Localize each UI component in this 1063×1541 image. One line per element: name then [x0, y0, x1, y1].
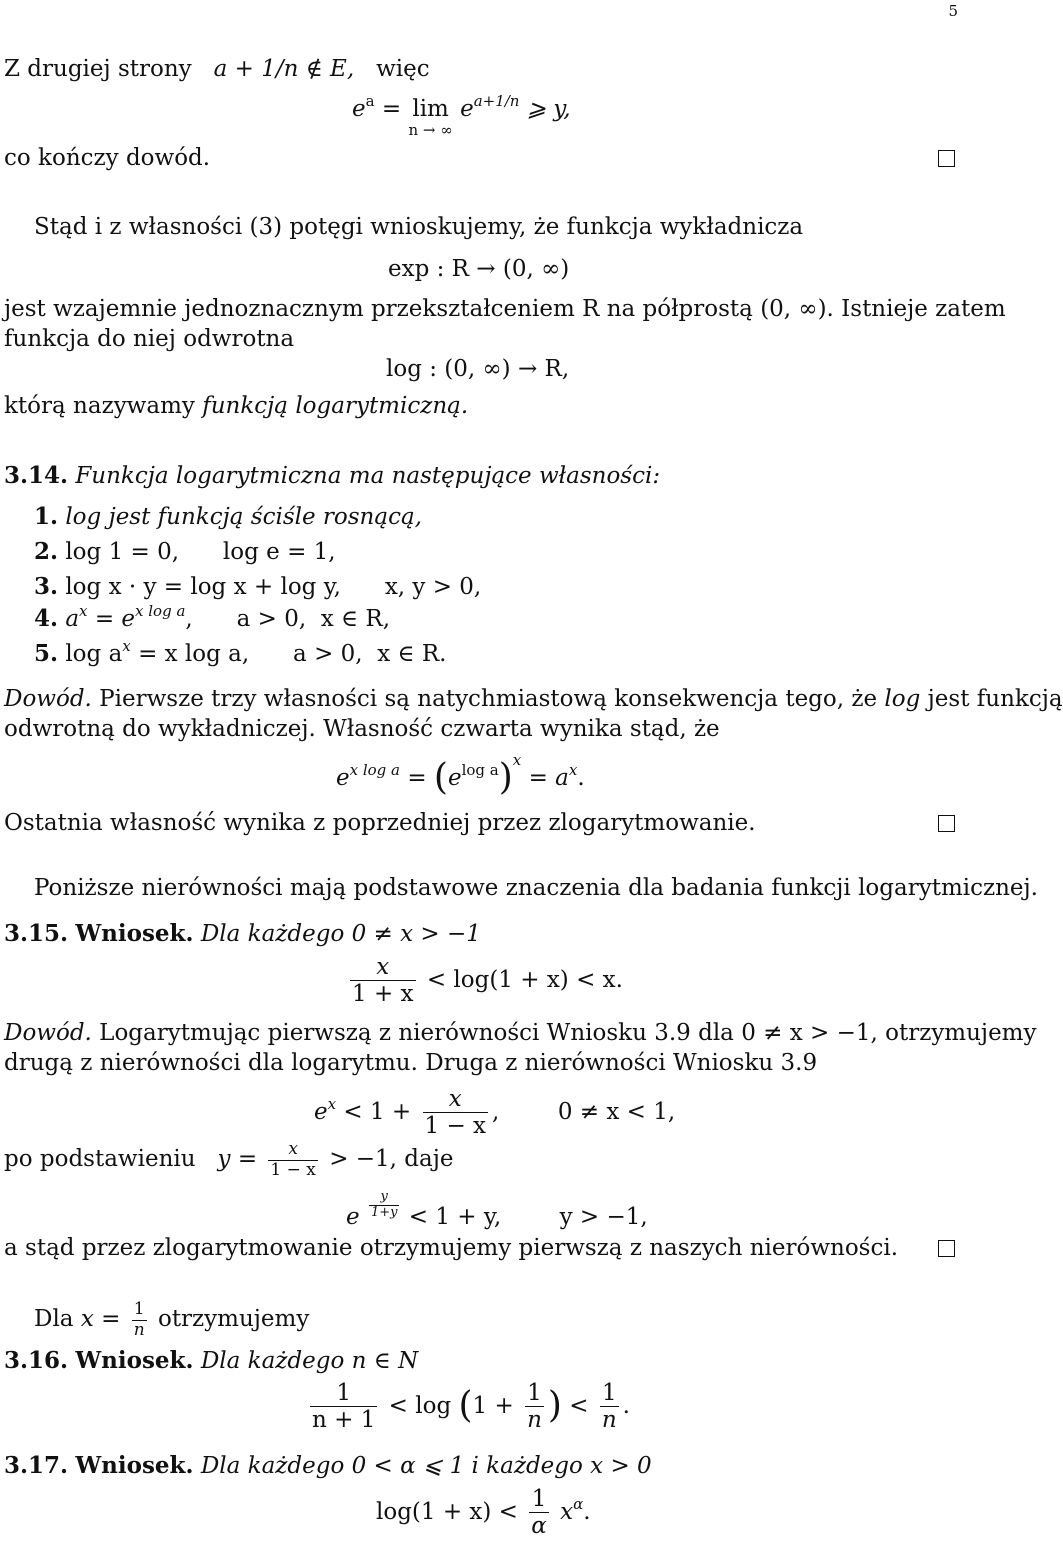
fraction: [132, 1300, 147, 1340]
left-paren-icon: (: [433, 757, 448, 798]
math: e: [336, 765, 350, 791]
math: =: [381, 96, 402, 122]
text: Dla: [34, 1306, 74, 1333]
math: =: [407, 765, 427, 791]
math: e: [447, 765, 462, 791]
math: e: [460, 96, 474, 122]
inequality-3-17: [376, 1486, 591, 1540]
item-number: 1.: [34, 503, 59, 530]
math-sup: x log a: [349, 761, 400, 779]
numerator: 1: [132, 1300, 147, 1321]
math-sup: a+1/n: [473, 92, 520, 110]
corollary-statement: Dla każdego n ∈ N: [200, 1348, 419, 1374]
inequality-y: [346, 1190, 648, 1229]
math: .: [583, 1498, 591, 1525]
inequality-3-15: [346, 954, 623, 1008]
definition-line: [4, 395, 468, 418]
fraction-exponent: [369, 1190, 400, 1221]
text-line: jest wzajemnie jednoznacznym przekształceniem R na półprostą (0, ∞). Istnieje zatem: [4, 296, 1006, 322]
math: log(1 + x) <: [376, 1498, 518, 1525]
math: = e: [94, 606, 136, 632]
text-line: Stąd i z własności (3) potęgi wnioskujemy, że funkcja wykładnicza: [34, 214, 804, 240]
fraction: [423, 1086, 489, 1140]
property-item: [34, 637, 447, 667]
lim-word: lim: [412, 96, 449, 122]
text: jest funkcją: [927, 686, 1063, 712]
page-number: 5: [948, 2, 958, 20]
math: .: [577, 765, 585, 791]
math: , a > 0, x ∈ R,: [185, 606, 391, 632]
corollary-word: Wniosek.: [75, 920, 194, 947]
item-number: 5.: [34, 640, 59, 667]
denominator: n: [527, 1407, 542, 1434]
corollary-heading: [4, 922, 481, 946]
exp-map-equation: exp : R → (0, ∞): [388, 256, 570, 282]
math: x: [560, 1498, 574, 1525]
power-identity-equation: [336, 751, 585, 798]
corollary-statement: Dla każdego 0 < α ⩽ 1 i każdego x > 0: [200, 1453, 652, 1479]
math-sup: α: [573, 1494, 584, 1513]
math-sup: x: [327, 1094, 337, 1113]
math: > −1, daje: [329, 1146, 454, 1173]
corollary-word: Wniosek.: [75, 1347, 194, 1374]
theorem-number: 3.14.: [4, 462, 69, 489]
item-number: 2.: [34, 538, 59, 565]
numerator: x: [268, 1140, 317, 1161]
math: e: [352, 96, 366, 122]
math: < 1 + y, y > −1,: [408, 1203, 648, 1230]
qed-box-icon: [938, 815, 955, 832]
text-line: odwrotną do wykładniczej. Własność czwarta wynika stąd, że: [4, 716, 720, 742]
math: .: [622, 1392, 630, 1419]
math-sup: log a: [461, 761, 499, 779]
proof-line: [4, 688, 1063, 711]
denominator: 1 − x: [270, 1159, 316, 1180]
emphasis: funkcją logarytmiczną.: [202, 393, 469, 419]
lim-subscript: n → ∞: [408, 121, 453, 139]
numerator: x: [423, 1086, 489, 1113]
math: < log(1 + x) < x.: [426, 966, 623, 993]
denominator: n: [133, 1319, 145, 1340]
math: a + 1/n ∉ E,: [213, 56, 355, 82]
qed-box-icon: [938, 1240, 955, 1257]
numerator: x: [350, 954, 416, 981]
theorem-heading: [4, 464, 660, 488]
property-item: [34, 540, 336, 564]
text-line: Ostatnia własność wynika z poprzedniej przez zlogarytmowanie.: [4, 810, 756, 836]
math-sup: x log a: [135, 602, 186, 620]
property-item: [34, 505, 422, 529]
text: więc: [376, 56, 430, 82]
math-sup: x: [512, 751, 522, 769]
numerator: 1: [310, 1380, 377, 1407]
numerator: 1: [525, 1380, 544, 1407]
right-paren-icon: ): [547, 1384, 562, 1426]
qed-box-icon: [938, 150, 955, 167]
theorem-statement: Funkcja logarytmiczna ma następujące własności:: [75, 463, 661, 489]
corollary-number: 3.15.: [4, 920, 69, 947]
math: log a: [65, 641, 123, 667]
substitution-line: [4, 1140, 453, 1180]
text-line: co kończy dowód.: [4, 145, 211, 171]
fraction: [350, 954, 416, 1008]
proof-label: Dowód.: [4, 686, 92, 712]
fraction: [310, 1380, 377, 1434]
math: 1 +: [472, 1392, 514, 1419]
math: x =: [80, 1306, 121, 1333]
item-number: 3.: [34, 573, 59, 600]
right-paren-icon: ): [498, 757, 513, 798]
text-line: a stąd przez zlogarytmowanie otrzymujemy pierwszą z naszych nierówności.: [4, 1235, 899, 1261]
text: którą nazywamy: [4, 393, 195, 419]
numerator: 1: [529, 1486, 549, 1513]
math-sup: x: [79, 602, 88, 620]
property-item: [34, 602, 391, 632]
text: Logarytmując pierwszą z nierówności Wniosku 3.9 dla 0 ≠ x > −1, otrzymujemy: [99, 1020, 1037, 1046]
limit-operator: [408, 98, 452, 138]
denominator: n + 1: [312, 1407, 376, 1434]
math-sup: x: [568, 761, 578, 779]
emphasis: log: [884, 686, 921, 712]
item-text: log x · y = log x + log y, x, y > 0,: [65, 574, 482, 600]
math: = a: [528, 765, 569, 791]
numerator: y: [369, 1190, 400, 1206]
math-sup: a: [365, 92, 375, 110]
property-item: [34, 575, 481, 599]
corollary-heading: [4, 1349, 418, 1373]
math-sup: x: [122, 637, 131, 655]
log-map-equation: log : (0, ∞) → R,: [386, 356, 570, 382]
fraction: [525, 1380, 544, 1434]
corollary-statement: Dla każdego 0 ≠ x > −1: [200, 921, 481, 947]
text: Z drugiej strony: [4, 56, 192, 82]
inequality-3-9: [314, 1086, 675, 1140]
text-line: [34, 1300, 309, 1340]
denominator: 1 + x: [352, 981, 414, 1008]
math: , 0 ≠ x < 1,: [492, 1098, 676, 1125]
proof-continuation-line: [4, 58, 430, 81]
math: < log: [388, 1392, 452, 1419]
fraction: [600, 1380, 619, 1434]
proof-label: Dowód.: [4, 1020, 92, 1046]
text: po podstawieniu: [4, 1146, 196, 1173]
limit-equation: [352, 92, 571, 139]
math: ⩾ y,: [526, 96, 571, 122]
text-line: drugą z nierówności dla logarytmu. Druga z nierówności Wniosku 3.9: [4, 1050, 818, 1076]
text: otrzymujemy: [157, 1306, 310, 1333]
item-text: log 1 = 0, log e = 1,: [65, 539, 336, 565]
fraction: [268, 1140, 317, 1180]
item-number: 4.: [34, 605, 59, 632]
math: y =: [217, 1146, 258, 1173]
denominator: 1 − x: [424, 1113, 487, 1140]
text: Pierwsze trzy własności są natychmiastową konsekwencja tego, że: [99, 686, 878, 712]
corollary-number: 3.17.: [4, 1452, 69, 1479]
math: e: [346, 1203, 360, 1230]
numerator: 1: [600, 1380, 619, 1407]
corollary-heading: [4, 1454, 652, 1478]
math: = x log a, a > 0, x ∈ R.: [138, 641, 447, 667]
left-paren-icon: (: [458, 1384, 473, 1426]
text-line: funkcja do niej odwrotna: [4, 326, 295, 352]
item-text: log jest funkcją ściśle rosnącą,: [65, 504, 422, 530]
denominator: n: [601, 1407, 617, 1434]
corollary-word: Wniosek.: [75, 1452, 194, 1479]
inequality-3-16: [306, 1380, 630, 1434]
math: <: [569, 1392, 589, 1419]
text-line: Poniższe nierówności mają podstawowe znaczenia dla badania funkcji logarytmicznej.: [34, 875, 1038, 901]
denominator: α: [531, 1513, 547, 1540]
denominator: 1+y: [370, 1204, 398, 1220]
math: < 1 +: [343, 1098, 412, 1125]
corollary-number: 3.16.: [4, 1347, 69, 1374]
fraction: [529, 1486, 549, 1540]
math: a: [65, 606, 80, 632]
proof-line: [4, 1022, 1036, 1045]
math: e: [314, 1098, 328, 1125]
